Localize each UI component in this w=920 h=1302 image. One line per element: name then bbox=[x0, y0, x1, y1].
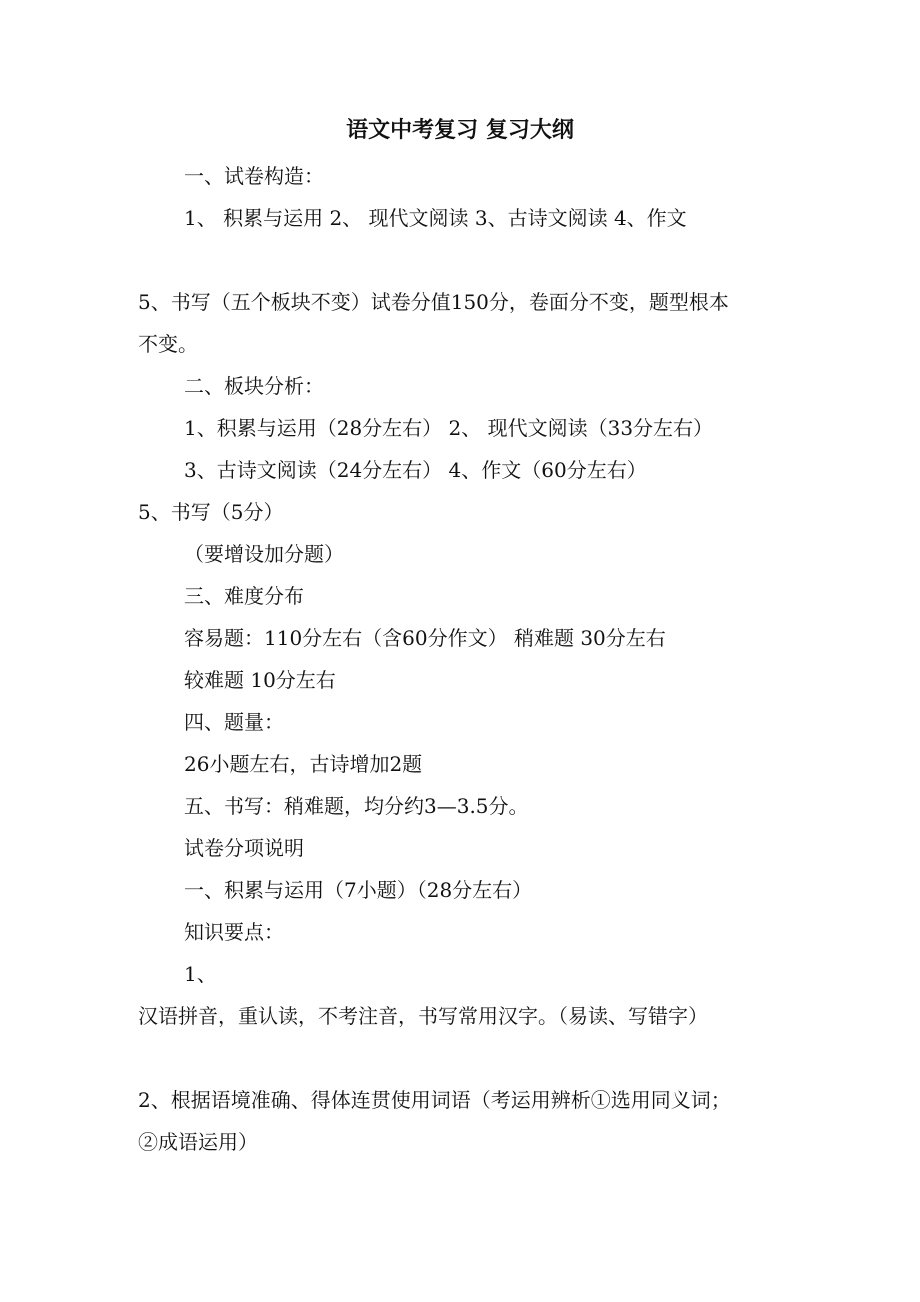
section-heading-structure: 一、试卷构造： bbox=[184, 164, 324, 188]
text-line: 1、积累与运用（28分左右） 2、 现代文阅读（33分左右） bbox=[184, 416, 714, 440]
text-line: ②成语运用） bbox=[138, 1130, 258, 1154]
text-line: 2、根据语境准确、得体连贯使用词语（考运用辨析①选用同义词； bbox=[138, 1088, 731, 1112]
text-line: 不变。 bbox=[138, 332, 198, 356]
section-heading-accumulation: 一、积累与运用（7小题）（28分左右） bbox=[184, 878, 533, 902]
text-line: 26小题左右，古诗增加2题 bbox=[184, 752, 423, 776]
text-line: （要增设加分题） bbox=[184, 542, 344, 566]
text-line: 3、古诗文阅读（24分左右） 4、作文（60分左右） bbox=[184, 458, 647, 482]
document-title: 语文中考复习 复习大纲 bbox=[346, 117, 574, 143]
section-heading-writing: 五、书写：稍难题，均分约3—3.5分。 bbox=[184, 794, 529, 818]
text-line: 知识要点： bbox=[184, 920, 284, 944]
section-heading-analysis: 二、板块分析： bbox=[184, 374, 324, 398]
section-heading-quantity: 四、题量： bbox=[184, 710, 284, 734]
text-line: 较难题 10分左右 bbox=[184, 668, 336, 692]
text-line: 汉语拼音，重认读，不考注音，书写常用汉字。（易读、写错字） bbox=[138, 1004, 708, 1028]
text-line: 1、 积累与运用 2、 现代文阅读 3、古诗文阅读 4、作文 bbox=[184, 206, 687, 230]
text-line: 容易题：110分左右（含60分作文） 稍难题 30分左右 bbox=[184, 626, 666, 650]
list-number: 1、 bbox=[184, 962, 217, 986]
text-line: 5、书写（5分） bbox=[138, 500, 284, 524]
section-heading-explanation: 试卷分项说明 bbox=[184, 836, 304, 860]
text-line: 5、书写（五个板块不变）试卷分值150分，卷面分不变，题型根本 bbox=[138, 290, 729, 314]
section-heading-difficulty: 三、难度分布 bbox=[184, 584, 304, 608]
